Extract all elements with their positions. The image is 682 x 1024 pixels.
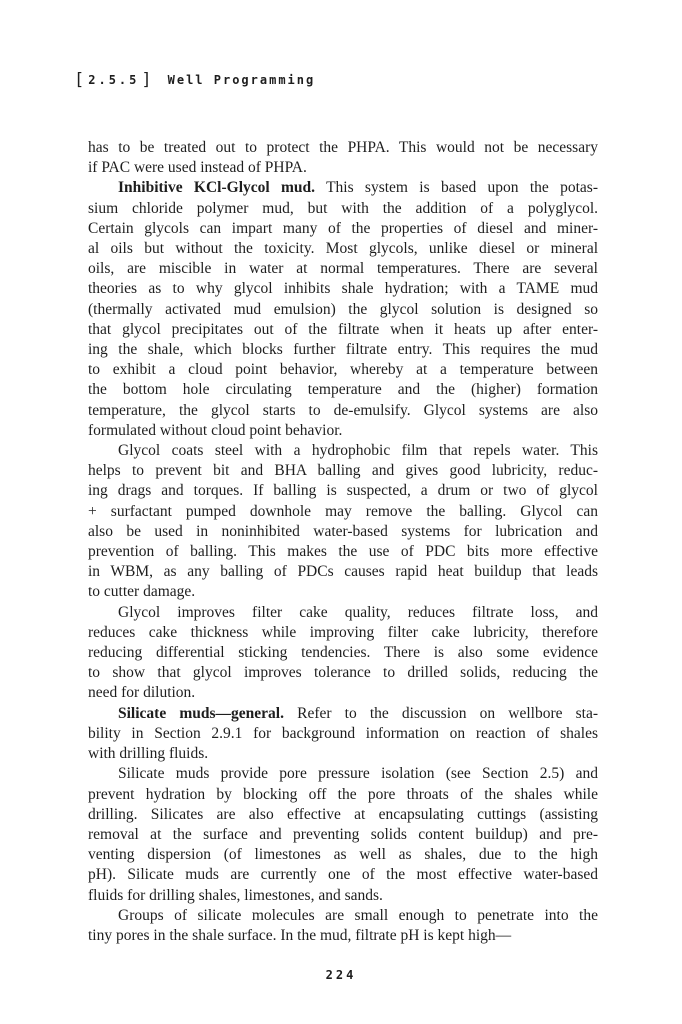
section-number: 2.5.5 bbox=[88, 73, 140, 87]
text-line: Glycol improves filter cake quality, reduces filtrate loss, and bbox=[118, 603, 598, 621]
bold-lead-in: Inhibitive KCl-Glycol mud. bbox=[118, 179, 316, 197]
section-bracket-close: ] bbox=[141, 70, 152, 90]
text-line: fluids for drilling shales, limestones, and sands. bbox=[88, 886, 383, 904]
text-line: prevention of balling. This makes the use of PDC bits more effective bbox=[88, 543, 598, 561]
page-number: 224 bbox=[325, 968, 357, 982]
text-line: formulated without cloud point behavior. bbox=[88, 421, 343, 439]
text-line: prevent hydration by blocking off the pore throats of the shales while bbox=[88, 785, 598, 803]
text-line: pH). Silicate muds are currently one of the most effective water-based bbox=[88, 866, 598, 884]
text-line: has to be treated out to protect the PHPA. This would not be necessary bbox=[88, 139, 598, 156]
text-line: if PAC were used instead of PHPA. bbox=[88, 159, 307, 177]
text-line: Inhibitive KCl-Glycol mud. This system is based upon the potas- bbox=[118, 179, 598, 197]
text-line: Certain glycols can impart many of the properties of diesel and miner- bbox=[88, 219, 598, 237]
text-line: reduces cake thickness while improving filter cake lubricity, therefore bbox=[88, 623, 598, 641]
text-line: to show that glycol improves tolerance to drilled solids, reducing the bbox=[88, 664, 598, 682]
text-line: theories as to why glycol inhibits shale hydration; with a TAME mud bbox=[88, 280, 598, 298]
text-line: to exhibit a cloud point behavior, whereby at a temperature between bbox=[88, 361, 598, 379]
text-line: sium chloride polymer mud, but with the addition of a polyglycol. bbox=[88, 199, 598, 217]
text-line: ing drags and torques. If balling is suspected, a drum or two of glycol bbox=[88, 482, 598, 500]
text-line: Glycol coats steel with a hydrophobic film that repels water. This bbox=[118, 442, 598, 460]
text-line: + surfactant pumped downhole may remove the balling. Glycol can bbox=[88, 502, 598, 520]
section-bracket-open: [ bbox=[74, 70, 85, 90]
text-line: drilling. Silicates are also effective at encapsulating cuttings (assisting bbox=[88, 805, 598, 823]
text-line: ing the shale, which blocks further filtrate entry. This requires the mud bbox=[88, 341, 598, 359]
text-line: that glycol precipitates out of the filtrate when it heats up after enter- bbox=[88, 320, 598, 338]
text-line: to cutter damage. bbox=[88, 583, 196, 601]
text-line: reducing differential sticking tendencies. There is also some evidence bbox=[88, 644, 598, 662]
text-line: in WBM, as any balling of PDCs causes rapid heat buildup that leads bbox=[88, 563, 598, 581]
text-line: (thermally activated mud emulsion) the glycol solution is designed so bbox=[88, 300, 598, 318]
bold-lead-in: Silicate muds—general. bbox=[118, 704, 284, 722]
text-line: helps to prevent bit and BHA balling and gives good lubricity, reduc- bbox=[88, 462, 598, 480]
running-title: Well Programming bbox=[167, 73, 316, 87]
text-block bbox=[88, 138, 598, 946]
text-line: need for dilution. bbox=[88, 684, 196, 702]
running-header bbox=[74, 69, 315, 89]
text-line: al oils but without the toxicity. Most glycols, unlike diesel or mineral bbox=[88, 240, 598, 258]
text-line: oils, are miscible in water at normal temperatures. There are several bbox=[88, 260, 598, 278]
text-line: the bottom hole circulating temperature and the (higher) formation bbox=[88, 381, 598, 399]
text-line: also be used in noninhibited water-based systems for lubrication and bbox=[88, 522, 598, 540]
page-footer bbox=[0, 968, 682, 982]
text-line: Silicate muds provide pore pressure isolation (see Section 2.5) and bbox=[118, 765, 598, 783]
text-line: tiny pores in the shale surface. In the mud, filtrate pH is kept high— bbox=[88, 926, 512, 944]
text-line: removal at the surface and preventing solids content buildup) and pre- bbox=[88, 825, 598, 843]
text-line: Silicate muds—general. Refer to the discussion on wellbore sta- bbox=[118, 704, 598, 722]
text-line: Groups of silicate molecules are small enough to penetrate into the bbox=[118, 906, 598, 924]
text-line: venting dispersion (of limestones as well as shales, due to the high bbox=[88, 846, 598, 864]
text-line: with drilling fluids. bbox=[88, 745, 209, 763]
text-line: temperature, the glycol starts to de-emulsify. Glycol systems are also bbox=[88, 401, 598, 419]
text-line: bility in Section 2.9.1 for background information on reaction of shales bbox=[88, 724, 598, 742]
